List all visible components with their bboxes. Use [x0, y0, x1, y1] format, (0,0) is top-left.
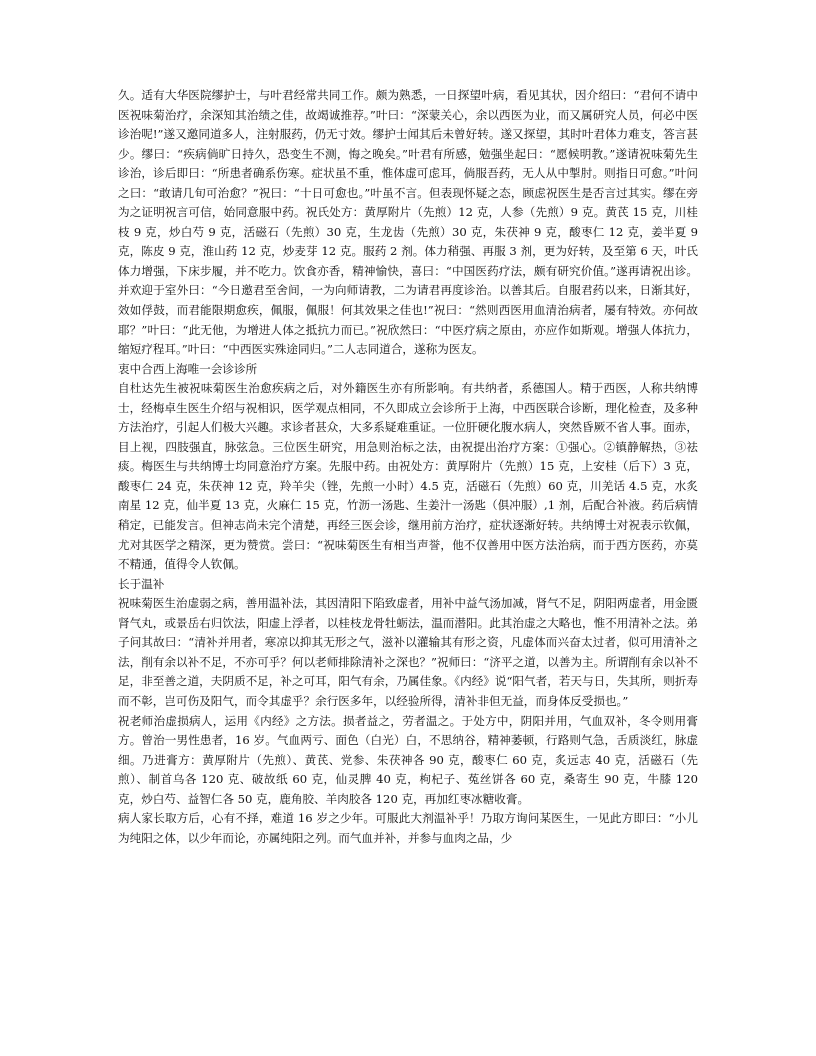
section-heading-joint-clinic: 衷中合西上海唯一会诊诊所: [118, 361, 258, 376]
paragraph-warm-tonify: 祝味菊医生治虚弱之病，善用温补法，其因清阳下陷致虚者，用补中益气汤加减，肾气不足，阴阳两虚者，用金匮肾气丸，或景岳右归饮法，阳虚上浮者，以桂枝龙骨牡蛎法，温而潜阳。此其治虚之大略也，惟不用清补之法。弟子问其故曰：“清补并用者，寒凉以抑其无形之气，滋补以灌输其有形之资，凡虚体而兴奋太过者，似可用清补之法，削有余以补不足，不亦可乎？何以老师排除清补之深也？”祝师曰：“济平之道，以善为主。所谓削有余以补不足，非至善之道，夫阴质不足，补之可耳，阳气有余，乃属佳象。《内经》说“阳气者，若天与日，失其所，则折寿而不彰，岂可伤及阳气，而令其虚乎？余行医多年，以经验所得，清补非但无益，而身体反受损也。”: [118, 596, 698, 708]
paragraph-parent-doubt: 病人家长取方后，心有不择，难道 16 岁之少年。可服此大剂温补乎！乃取方询问某医生，一见此方即曰：“小儿为纯阳之体，以少年而论，亦属纯阳之列。而气血并补，并参与血肉之品，少: [118, 811, 698, 845]
paragraph-joint-clinic: 自杜达先生被祝味菊医生治愈疾病之后，对外籍医生亦有所影响。有共纳者，系德国人。精于西医，人称共纳博士，经梅卓生医生介绍与祝相识，医学观点相同，不久即成立会诊所于上海，中西医联合诊断，理化检查，及多种方法治疗，引起人们极大兴趣。求诊者甚众，大多系疑难重证。一位肝硬化腹水病人，突然昏厥不省人事。面赤，目上视，四肢强直，脉弦急。三位医生研究，用急则治标之法，由祝提出治疗方案：①强心。②镇静解热，③祛痰。梅医生与共纳博士均同意治疗方案。先服中药。由祝处方：黄厚附片（先煎）15 克，上安桂（后下）3 克，酸枣仁 24 克，朱茯神 12 克，羚羊尖（锉，先煎一小时）4.5 克，活磁石（先煎）60 克，川羌话 4.5 克，水炙南星 12 克，仙半夏 13 克，火麻仁 15 克，竹沥一汤匙、生姜汁一汤匙（俱冲服）,1 剂，后配合补液。药后病情稍定，已能发言。但神志尚未完个清楚，再经三医会诊，继用前方治疗，症状逐渐好转。共纳博士对祝表示钦佩，尤对其医学之精深，更为赞赏。尝曰：“祝味菊医生有相当声誉，他不仅善用中医方法治病，而于西方医药，亦莫不精通，值得令人钦佩。: [118, 381, 698, 572]
paragraph-ye-case: 久。适有大华医院缪护士，与叶君经常共同工作。颇为熟悉，一日探望叶病，看见其状，因介绍曰：“君何不请中医祝味菊治疗，余深知其治绩之佳，故竭诚推荐。”叶曰：“深蒙关心，余以西医为业，而又属研究人员，何必中医诊治呢!”遂又邀同道多人，注射服药，仍无寸效。缪护士闻其后未曾好转。遂又探望，其时叶君体力难支，答言甚少。缪曰：“疾病倘旷日持久，恐变生不测，悔之晚矣。”叶君有所感，勉强坐起曰：“愿候明教。”遂请祝味菊先生诊治，诊后即曰：“所患者确系伤寒。症状虽不重，惟体虚可虑耳，倘服吾药，无人从中掣肘。则指日可愈。”叶问之曰：“敢请几旬可治愈？”祝曰：“十日可愈也。”叶虽不言。但表现怀疑之态，顾虑祝医生是否言过其实。缪在旁为之证明祝言可信，始同意服中药。祝氏处方：黄厚附片（先煎）12 克，人参（先煎）9 克。黄芪 15 克，川桂枝 9 克，炒白芍 9 克，活磁石（先煎）30 克，生龙齿（先煎）30 克，朱茯神 9 克，酸枣仁 12 克，姜半夏 9 克，陈皮 9 克，淮山药 12 克，炒麦芽 12 克。服药 2 剂。体力稍强、再服 3 剂，更为好转，及至第 6 天，叶氏体力增强，下床步履，并不吃力。饮食亦香，精神愉快，喜曰：“中国医药疗法，颇有研究价值。”遂再请祝出诊。并欢迎于室外曰：“今日邀君至舍间，一为向师请教，二为请君再度诊治。以善其后。自服君药以来，日渐其好，效如俘鼓，而君能限期愈疾，佩服，佩服！何其效果之佳也!”祝曰：“然则西医用血清治病者，屡有特效。亦何故耶？”叶曰：“此无他，为增进人体之抵抗力而已。”祝欣然曰：“中医疗病之原由，亦应作如斯观。增强人体抗力，缩短疗程耳。”叶曰：“中西医实殊途同归。”二人志同道合，遂称为医友。: [118, 88, 698, 357]
paragraph-paste-prescription: 祝老师治虚损病人，运用《内经》之方法。损者益之，劳者温之。于处方中，阴阳并用，气血双补，冬令则用膏方。曾治一男性患者，16 岁。气血两亏、面色（白光）白，不思纳谷，精神萎顿，行路则气急，舌质淡红，脉虚细。乃进膏方：黄厚附片（先煎）、黄芪、党参、朱茯神各 90 克，酸枣仁 60 克，炙远志 40 克，活磁石（先煎）、制首乌各 120 克、破故纸 60 克，仙灵脾 40 克，枸杞子、菟丝饼各 60 克，桑寄生 90 克，牛膝 120 克，炒白芍、益智仁各 50 克，鹿角胶、羊肉胶各 120 克，再加红枣冰糖收膏。: [118, 713, 698, 806]
section-heading-warm-tonify: 长于温补: [118, 576, 165, 591]
